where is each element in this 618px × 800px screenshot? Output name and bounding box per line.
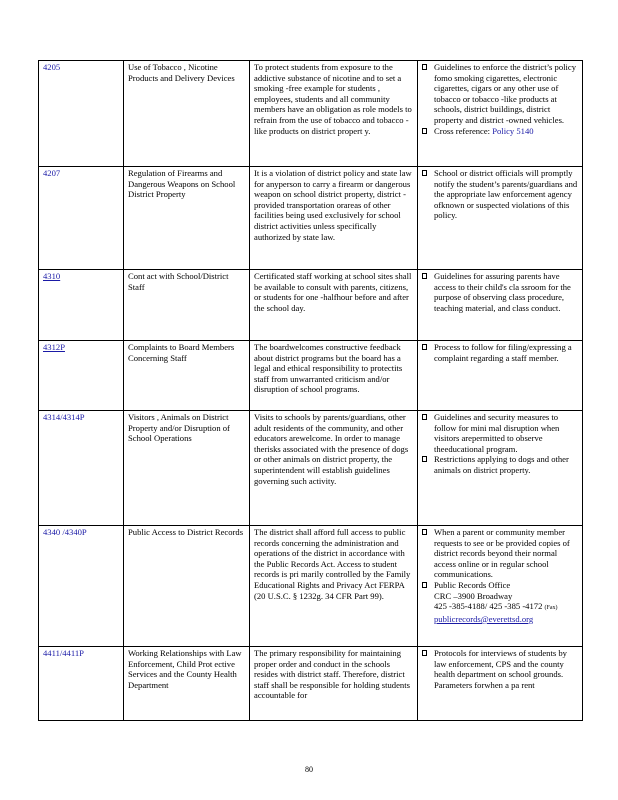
checkbox-bullet-icon [422, 414, 427, 420]
policy-purpose-cell [250, 167, 418, 270]
cross-reference-link[interactable]: Policy 5140 [492, 125, 534, 136]
table-row [39, 526, 583, 647]
policy-code-cell [39, 167, 124, 270]
policy-title-cell [124, 411, 250, 526]
checkbox-bullet-icon [422, 273, 427, 279]
policy-title-cell [124, 526, 250, 647]
policy-purpose-cell [250, 526, 418, 647]
policy-title: Use of Tobacco , Nicotine Products and Delivery Devices [128, 62, 235, 83]
policy-code: 4207 [43, 168, 61, 178]
checkbox-bullet-icon [422, 170, 427, 176]
policy-code: 4205 [43, 62, 61, 72]
policy-purpose-cell [250, 61, 418, 167]
policy-guidelines-cell [418, 341, 583, 411]
office-address: CRC –3900 Broadway [434, 590, 513, 601]
guideline-item [422, 648, 578, 690]
policy-table [38, 60, 583, 721]
guideline-text: Guidelines for assuring parents have access to their child's cla ssroom for the purpose of observing class procedure, teaching material, and class conduct. [434, 271, 571, 313]
checkbox-bullet-icon [422, 344, 427, 350]
guidelines-list [422, 168, 578, 221]
office-email-link[interactable]: publicrecords@everettsd.org [434, 613, 534, 624]
guideline-text: Restrictions applying to dogs and other animals on district property. [434, 454, 569, 475]
table-row [39, 341, 583, 411]
checkbox-bullet-icon [422, 456, 427, 462]
guideline-text: Protocols for interviews of students by law enforcement, CPS and the county health department on school grounds. Parameters forwhen a pa rent [434, 648, 567, 690]
policy-guidelines-cell [418, 526, 583, 647]
guideline-item [422, 126, 578, 137]
guideline-item [422, 454, 578, 475]
policy-purpose-cell [250, 647, 418, 721]
policy-title: Cont act with School/District Staff [128, 271, 229, 292]
office-name: Public Records Office [434, 579, 511, 590]
policy-purpose: The boardwelcomes constructive feedback about district programs but the board has a legal and ethical responsibility to protectits staff from unwarranted criticism and/or disruption of school programs. [254, 342, 403, 395]
guideline-text: School or district officials will promptly notify the student’s parents/guardians and the appropriate law enforcement agency ofknown or suspected violations of this policy. [434, 168, 578, 221]
policy-code-cell [39, 61, 124, 167]
policy-title: Public Access to District Records [128, 527, 244, 537]
policy-purpose: It is a violation of district policy and state law for anyperson to carry a firearm or dangerous weapon on school district property, district -provided transportation orareas of other facilities being used exclusively for school district activities unless specifically authorized by state law. [254, 168, 412, 242]
policy-purpose: To protect students from exposure to the addictive substance of nicotine and to set a smoking -free example for students , employees, students and all community members have an obligation as role models to refrain from the use of tobacco and tobacco -like products on district propert y. [254, 62, 412, 136]
policy-guidelines-cell [418, 61, 583, 167]
policy-code: 4340 /4340P [43, 527, 87, 537]
guideline-text: Process to follow for filing/expressing a complaint regarding a staff member. [434, 342, 572, 363]
office-phone: 425 -385-4188/ 425 -385 -4172 [434, 601, 543, 612]
policy-code-cell [39, 341, 124, 411]
policy-title-cell [124, 61, 250, 167]
guideline-item [422, 527, 578, 580]
guidelines-list [422, 527, 578, 624]
policy-title-cell [124, 167, 250, 270]
cross-reference-label: Cross reference: [434, 125, 491, 136]
table-row [39, 270, 583, 341]
policy-code-link[interactable]: 4312P [43, 342, 65, 352]
policy-table-page [38, 60, 582, 721]
policy-purpose: Certificated staff working at school sites shall be available to consult with parents, citizens, or students for one -halfhour before and after the school day. [254, 271, 412, 313]
guidelines-list [422, 62, 578, 136]
policy-title-cell [124, 341, 250, 411]
checkbox-bullet-icon [422, 529, 427, 535]
policy-code-link[interactable]: 4310 [43, 271, 61, 281]
guidelines-list [422, 271, 578, 313]
guidelines-list [422, 342, 578, 363]
table-row [39, 61, 583, 167]
policy-code: 4411/4411P [43, 648, 84, 658]
policy-purpose-cell [250, 411, 418, 526]
guideline-text: Guidelines and security measures to follow for mini mal disruption when visitors arepermitted to observe theeducational program. [434, 412, 560, 454]
policy-code-cell [39, 270, 124, 341]
guidelines-list [422, 648, 578, 690]
policy-title: Visitors , Animals on District Property and/or Disruption of School Operations [128, 412, 230, 444]
page-number: 80 [305, 765, 313, 774]
guideline-item [422, 168, 578, 221]
policy-purpose: Visits to schools by parents/guardians, other adult residents of the community, and other educators arewelcome. In order to manage therisks associated with the presence of dogs or other animals on district property, the superintendent will establish guidelines governing such activity. [254, 412, 409, 486]
policy-guidelines-cell [418, 647, 583, 721]
policy-code: 4314/4314P [43, 412, 85, 422]
table-row [39, 411, 583, 526]
guideline-text: When a parent or community member requests to see or be provided copies of district records beyond their normal access online or in regular school communications. [434, 527, 570, 580]
policy-guidelines-cell [418, 167, 583, 270]
policy-title: Complaints to Board Members Concerning Staff [128, 342, 235, 363]
policy-title: Regulation of Firearms and Dangerous Weapons on School District Property [128, 168, 236, 200]
policy-guidelines-cell [418, 270, 583, 341]
policy-title: Working Relationships with Law Enforcement, Child Prot ective Services and the County Health Department [128, 648, 242, 690]
policy-guidelines-cell [418, 411, 583, 526]
policy-title-cell [124, 647, 250, 721]
policy-purpose: The district shall afford full access to public records concerning the administration and operations of the district in accordance with the Public Records Act. Access to student records is pri marily controlled by the Family Educational Rights and Privacy Act FERPA (20 U.S.C. § 1232g. 34 CFR Part 99). [254, 527, 411, 601]
checkbox-bullet-icon [422, 64, 427, 70]
table-row [39, 647, 583, 721]
guideline-item [422, 580, 578, 624]
policy-code-cell [39, 526, 124, 647]
policy-purpose-cell [250, 270, 418, 341]
guideline-item [422, 412, 578, 454]
guideline-item [422, 62, 578, 126]
policy-purpose: The primary responsibility for maintaining proper order and conduct in the schools resides with district staff. Therefore, district staff shall be responsible for holding students accountable for [254, 648, 410, 701]
office-fax-label: (Fax) [544, 605, 558, 612]
policy-code-cell [39, 411, 124, 526]
guideline-item [422, 342, 578, 363]
checkbox-bullet-icon [422, 582, 427, 588]
guidelines-list [422, 412, 578, 476]
guideline-item [422, 271, 578, 313]
policy-purpose-cell [250, 341, 418, 411]
policy-code-cell [39, 647, 124, 721]
guideline-text: Guidelines to enforce the district’s policy fomo smoking cigarettes, electronic cigarettes, cigars or any other use of tobacco or tobacco -like products at schools, district buildings, district property and district -owned vehicles. [434, 62, 576, 125]
checkbox-bullet-icon [422, 650, 427, 656]
table-row [39, 167, 583, 270]
policy-title-cell [124, 270, 250, 341]
checkbox-bullet-icon [422, 128, 427, 134]
